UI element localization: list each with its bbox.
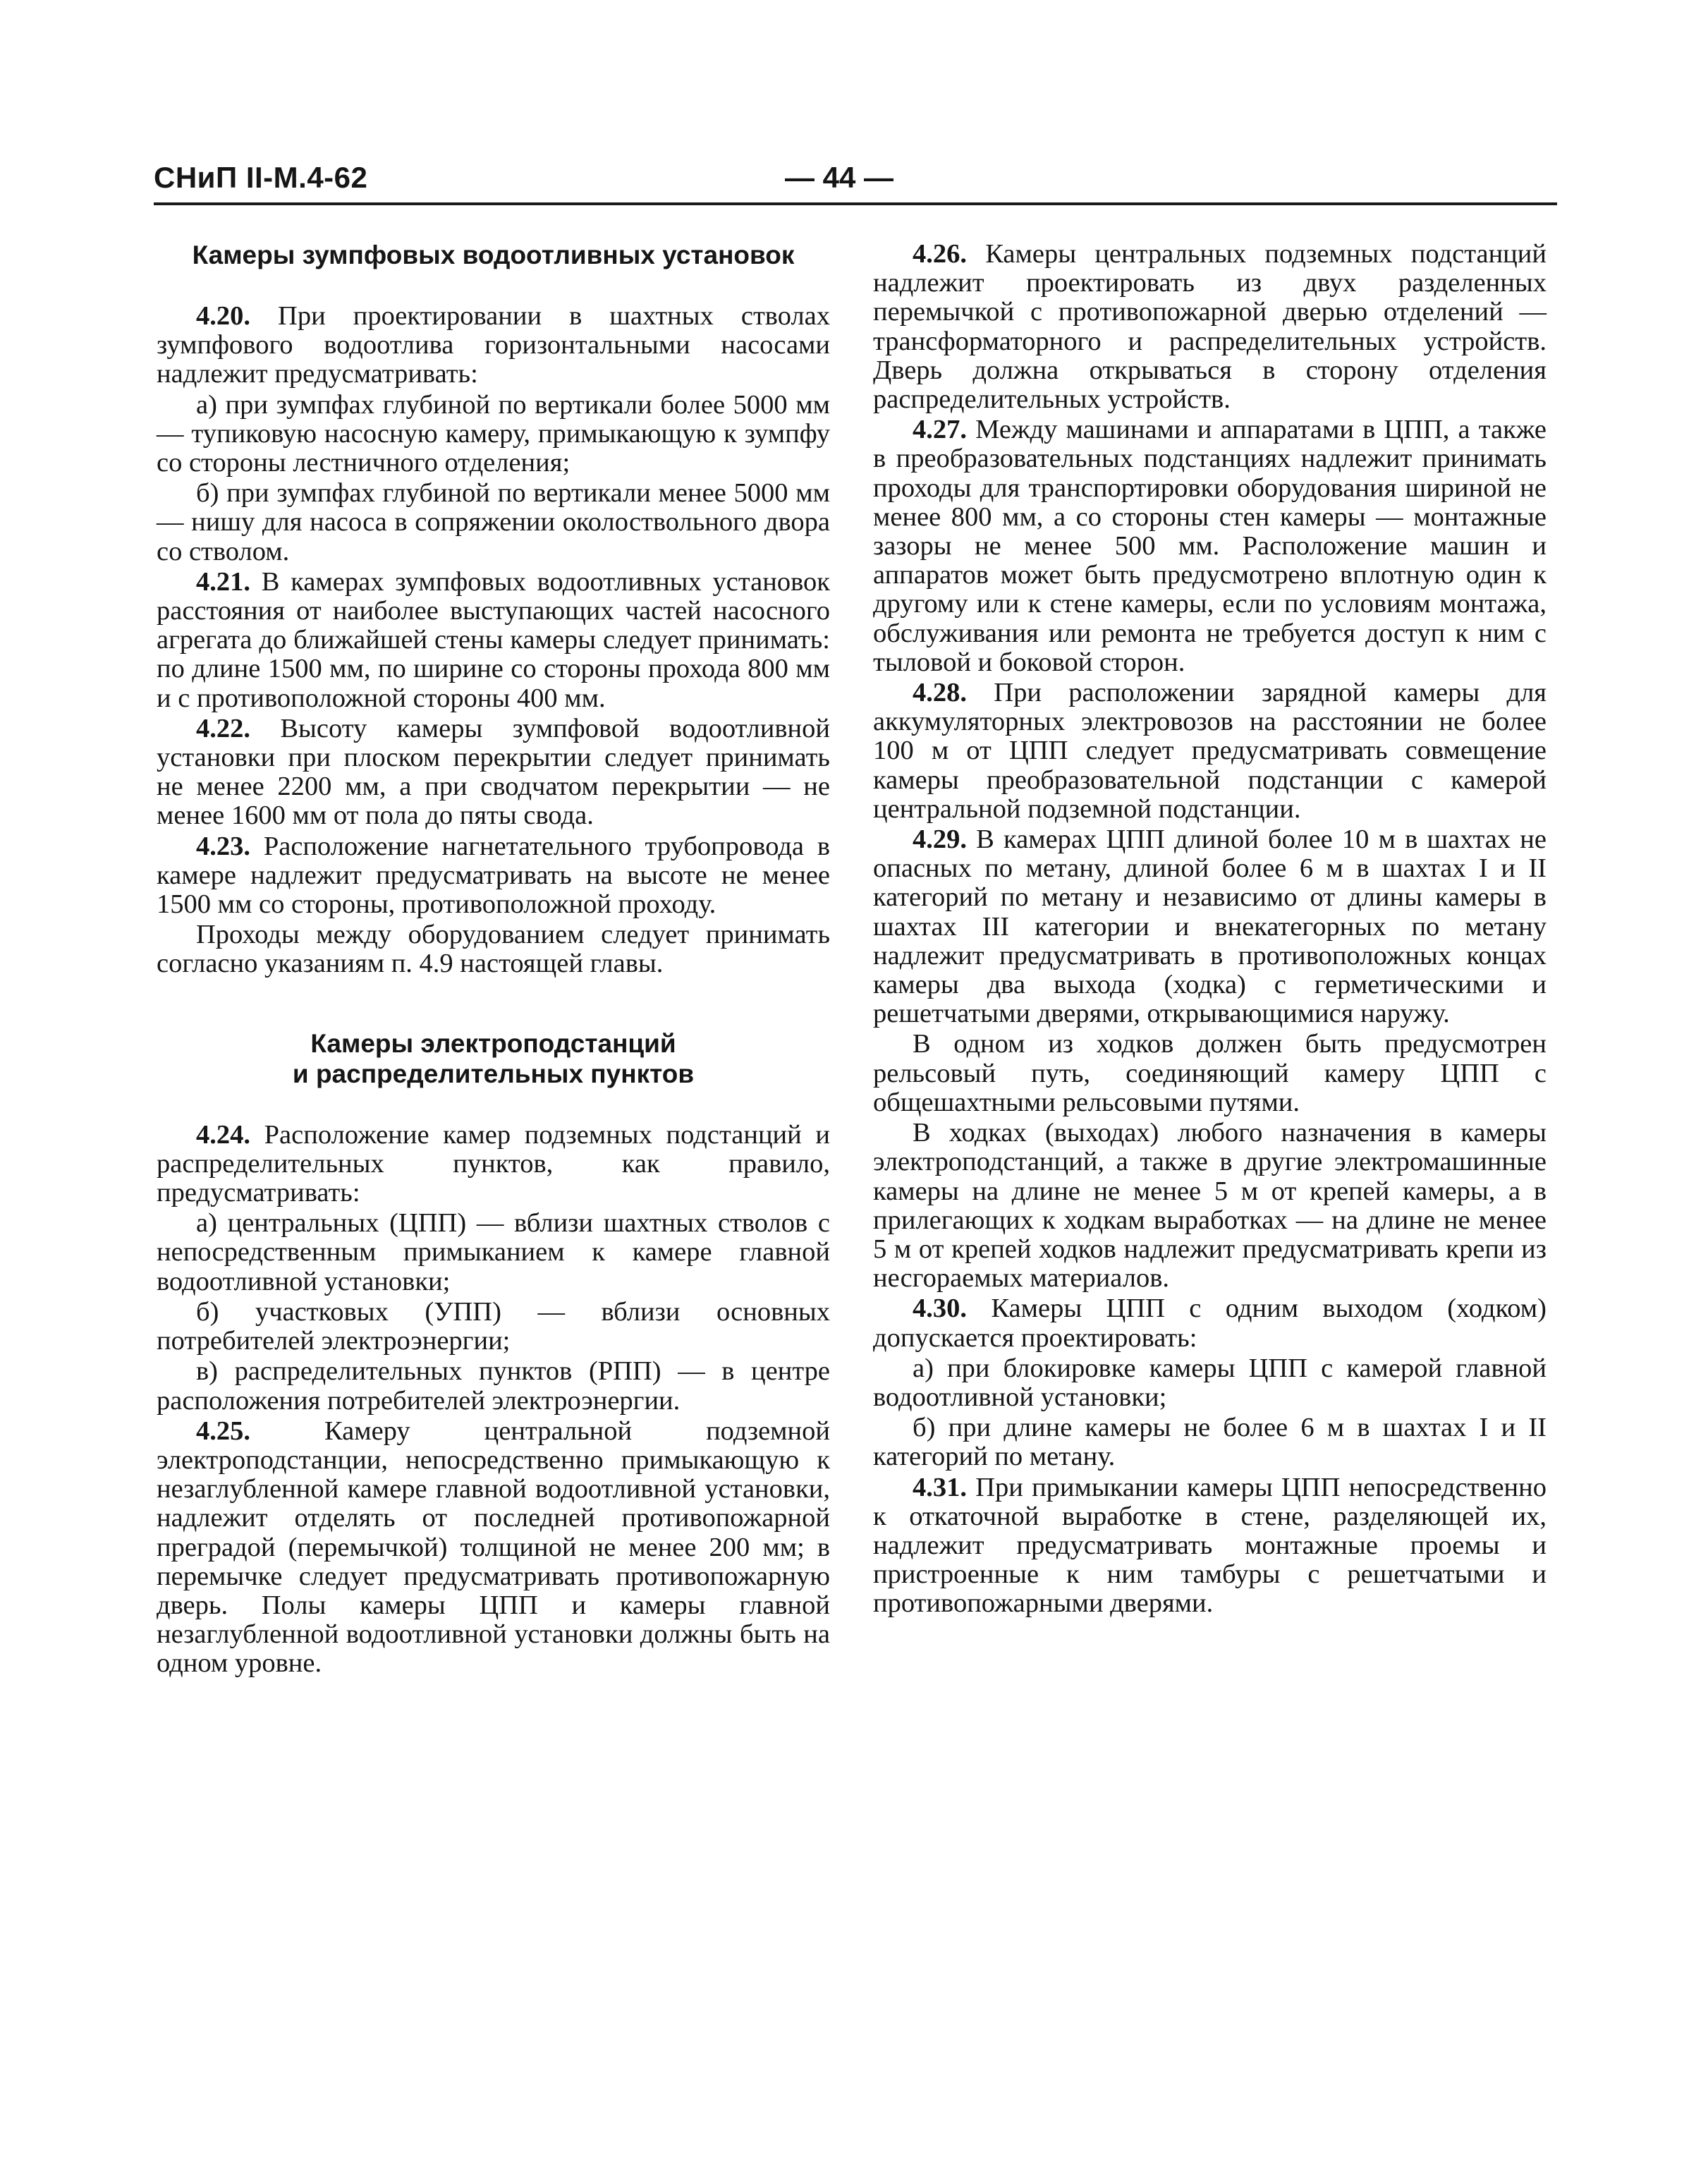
clause-number: 4.26. xyxy=(913,239,967,269)
page-number: — 44 — xyxy=(785,161,894,194)
clause-number: 4.28. xyxy=(913,678,967,708)
paragraph-4-26 xyxy=(873,240,1547,414)
clause-text: При примыкании камеры ЦПП непосредственно к откаточной выработке в стене, разделяющей их, надлежит предусматривать монтажные проемы и пристроенные к ним тамбуры с решетчатыми и противопожарными дверями. xyxy=(873,1472,1547,1619)
paragraph-4-24-c: в) распределительных пунктов (РПП) — в центре расположения потребителей электроэнергии. xyxy=(157,1356,830,1416)
clause-text: Между машинами и аппаратами в ЦПП, а также в преобразовательных подстанциях надлежит принимать проходы для транспортировки оборудования шириной не менее 800 мм, а со стороны стен камеры — монтажные зазоры не менее 500 мм. Расположение машин и аппаратов может быть предусмотрено вплотную один к другому или к стене камеры, если по условиям монтажа, обслуживания или ремонта не требуется доступ к ним с тыловой и боковой сторон. xyxy=(873,415,1547,677)
section-heading-line-2: и распределительных пунктов xyxy=(292,1059,695,1088)
clause-number: 4.22. xyxy=(196,713,250,743)
paragraph-4-27 xyxy=(873,415,1547,677)
clause-text: В камерах зумпфовых водоотливных установок расстояния от наиболее выступающих частей насосного агрегата до ближайшей стены камеры следует принимать: по длине 1500 мм, по ширине со стороны прохода 800 мм и с противоположной стороны 400 мм. xyxy=(157,566,830,713)
paragraph-4-25 xyxy=(157,1417,830,1679)
page-header xyxy=(154,157,1557,206)
paragraph-4-29 xyxy=(873,825,1547,1028)
paragraph-4-23-b: Проходы между оборудованием следует принимать согласно указаниям п. 4.9 настоящей главы. xyxy=(157,920,830,979)
paragraph-4-22 xyxy=(157,714,830,831)
clause-text: Расположение нагнетательного трубопровода в камере надлежит предусматривать на высоте не менее 1500 мм со стороны, противоположной проходу. xyxy=(157,831,831,920)
paragraph-4-29-c: В ходках (выходах) любого назначения в камеры электроподстанций, а также в другие электромашинные камеры на длине не менее 5 м от крепей камеры, а в прилегающих к ходкам выработках — на длине не менее 5 м от крепей ходков надлежит предусматривать крепи из несгораемых материалов. xyxy=(873,1118,1547,1294)
clause-number: 4.21. xyxy=(196,566,250,597)
clause-text: Высоту камеры зумпфовой водоотливной установки при плоском перекрытии следует принимать не менее 2200 мм, а при сводчатом перекрытии — не менее 1600 мм от пола до пяты свода. xyxy=(157,713,830,831)
clause-text: При проектировании в шахтных стволах зумпфового водоотлива горизонтальными насосами надлежит предусматривать: xyxy=(157,301,831,389)
paragraph-4-28 xyxy=(873,679,1547,824)
document-code: СНиП II-М.4-62 xyxy=(154,161,368,194)
left-column xyxy=(157,240,830,1680)
paragraph-4-20 xyxy=(157,302,830,389)
paragraph-4-24-b: б) участковых (УПП) — вблизи основных потребителей электроэнергии; xyxy=(157,1296,830,1356)
clause-number: 4.25. xyxy=(196,1416,250,1446)
header-divider xyxy=(154,202,1557,205)
clause-number: 4.24. xyxy=(196,1119,250,1150)
clause-number: 4.27. xyxy=(913,415,967,445)
paragraph-4-21 xyxy=(157,568,830,713)
clause-text: Камеру центральной подземной электроподстанции, непосредственно примыкающую к незаглубленной камере главной водоотливной установки, надлежит отделять от последней противопожарной преградой (перемычкой) толщиной не менее 200 мм; в перемычке следует предусматривать противопожарную дверь. Полы камеры ЦПП и камеры главной незаглубленной водоотливной установки должны быть на одном уровне. xyxy=(157,1416,831,1679)
clause-text: Камеры ЦПП с одним выходом (ходком) допускается проектировать: xyxy=(873,1294,1547,1353)
clause-number: 4.31. xyxy=(913,1472,967,1502)
section-heading-line-1: Камеры электроподстанций xyxy=(310,1028,676,1058)
paragraph-4-20-b: б) при зумпфах глубиной по вертикали менее 5000 мм — нишу для насоса в сопряжении околоствольного двора со стволом. xyxy=(157,478,830,566)
paragraph-4-30 xyxy=(873,1294,1547,1352)
paragraph-4-30-b: б) при длине камеры не более 6 м в шахтах I и II категорий по метану. xyxy=(873,1413,1547,1472)
paragraph-4-24 xyxy=(157,1121,830,1208)
clause-number: 4.29. xyxy=(913,825,967,855)
paragraph-4-23 xyxy=(157,832,830,920)
clause-text: Камеры центральных подземных подстанций надлежит проектировать из двух разделенных перемычкой с противопожарной дверью отделений — трансформаторного и распределительных устройств. Дверь должна открываться в сторону отделения распределительных устройств. xyxy=(873,239,1547,415)
paragraph-4-29-b: В одном из ходков должен быть предусмотрен рельсовый путь, соединяющий камеру ЦПП с общешахтными рельсовыми путями. xyxy=(873,1029,1547,1117)
clause-number: 4.30. xyxy=(913,1294,967,1324)
clause-number: 4.23. xyxy=(196,831,250,861)
right-column xyxy=(873,240,1547,1620)
paragraph-4-30-a: а) при блокировке камеры ЦПП с камерой главной водоотливной установки; xyxy=(873,1353,1547,1412)
section-heading-sump-pumps: Камеры зумпфовых водоотливных установок xyxy=(192,241,795,269)
paragraph-4-20-a: а) при зумпфах глубиной по вертикали более 5000 мм — тупиковую насосную камеру, примыкающую к зумпфу со стороны лестничного отделения; xyxy=(157,389,830,478)
clause-text: Расположение камер подземных подстанций и распределительных пунктов, как правило, предусматривать: xyxy=(157,1119,830,1208)
paragraph-4-31 xyxy=(873,1473,1547,1619)
clause-text: При расположении зарядной камеры для аккумуляторных электровозов на расстоянии не более 100 м от ЦПП следует предусматривать совмещение камеры преобразовательной подстанции с камерой центральной подземной подстанции. xyxy=(873,678,1547,824)
paragraph-4-24-a: а) центральных (ЦПП) — вблизи шахтных стволов с непосредственным примыканием к камере главной водоотливной установки; xyxy=(157,1208,830,1296)
clause-number: 4.20. xyxy=(196,301,250,331)
clause-text: В камерах ЦПП длиной более 10 м в шахтах не опасных по метану, длиной более 6 м в шахтах I и II категорий по метану и независимо от длины камеры в шахтах III категории и внекатегорных по метану надлежит предусматривать в противоположных концах камеры два выхода (ходка) с герметическими и решетчатыми дверями, открывающимися наружу. xyxy=(873,825,1547,1029)
section-heading-substations xyxy=(157,1028,830,1089)
